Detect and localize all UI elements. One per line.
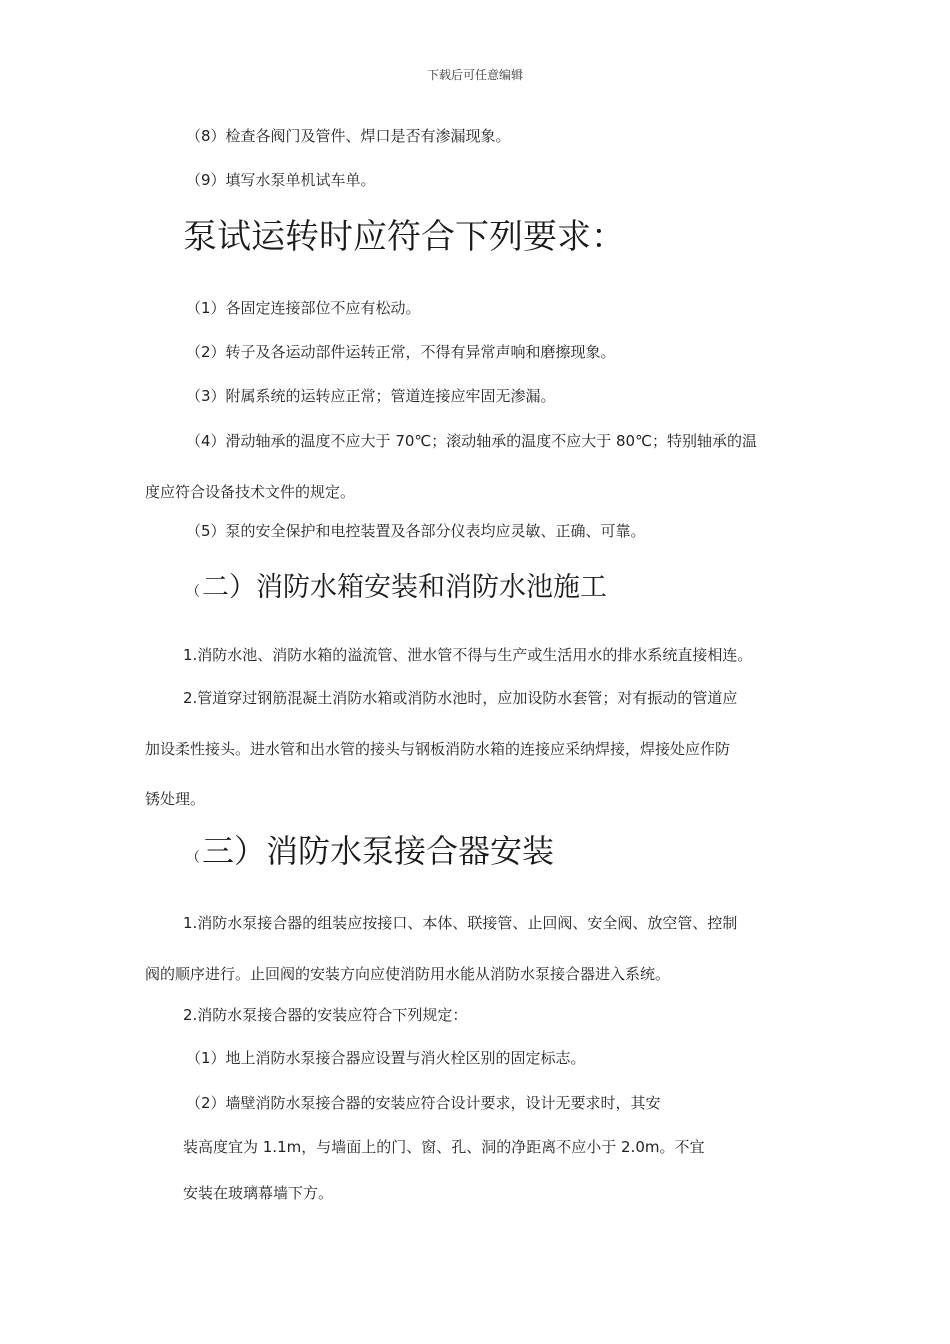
- paragraph-line: 1.消防水池、消防水箱的溢流管、泄水管不得与生产或生活用水的排水系统直接相连。: [183, 646, 753, 664]
- paragraph-line: 1.消防水泵接合器的组装应按接口、本体、联接管、止回阀、安全阀、放空管、控制: [183, 914, 738, 932]
- list-item: （4）滑动轴承的温度不应大于 70℃；滚动轴承的温度不应大于 80℃；特别轴承的温: [186, 432, 757, 450]
- heading-open-paren: （: [186, 584, 200, 600]
- list-item: （1）各固定连接部位不应有松动。: [186, 299, 421, 317]
- heading-text: 二）消防水箱安装和消防水池施工: [202, 572, 607, 603]
- page-header-note: 下载后可任意编辑: [426, 68, 523, 82]
- list-item-continuation: 装高度宜为 1.1m，与墙面上的门、窗、孔、洞的净距离不应小于 2.0m。不宜: [183, 1138, 705, 1156]
- list-item: （2）转子及各运动部件运转正常，不得有异常声响和磨擦现象。: [186, 343, 616, 361]
- list-item: （5）泵的安全保护和电控装置及各部分仪表均应灵敏、正确、可靠。: [186, 522, 646, 540]
- paragraph-line: 2.消防水泵接合器的安装应符合下列规定：: [183, 1006, 468, 1024]
- list-item: （2）墙壁消防水泵接合器的安装应符合设计要求，设计无要求时，其安: [186, 1094, 661, 1112]
- paragraph-line: 加设柔性接头。进水管和出水管的接头与钢板消防水箱的连接应采纳焊接，焊接处应作防: [145, 740, 731, 758]
- paragraph-line: 阀的顺序进行。止回阀的安装方向应使消防用水能从消防水泵接合器进入系统。: [145, 965, 671, 983]
- heading-open-paren: （: [186, 850, 200, 866]
- heading-text: 三）消防水泵接合器安装: [202, 832, 555, 870]
- list-item-continuation: 度应符合设备技术文件的规定。: [145, 483, 356, 501]
- section-heading-tank: [186, 571, 607, 609]
- list-item: （3）附属系统的运转应正常；管道连接应牢固无渗漏。: [186, 387, 556, 405]
- list-item-continuation: 安装在玻璃幕墙下方。: [183, 1184, 334, 1202]
- section-heading-pump: 泵试运转时应符合下列要求：: [183, 217, 625, 257]
- paragraph-line: 锈处理。: [145, 790, 206, 808]
- list-item: （9）填写水泵单机试车单。: [186, 171, 376, 189]
- list-item: （1）地上消防水泵接合器应设置与消火栓区别的固定标志。: [186, 1049, 586, 1067]
- paragraph-line: 2.管道穿过钢筋混凝土消防水箱或消防水池时，应加设防水套管；对有振动的管道应: [183, 689, 738, 707]
- list-item: （8）检查各阀门及管件、焊口是否有渗漏现象。: [186, 127, 511, 145]
- section-heading-connector: [186, 832, 554, 877]
